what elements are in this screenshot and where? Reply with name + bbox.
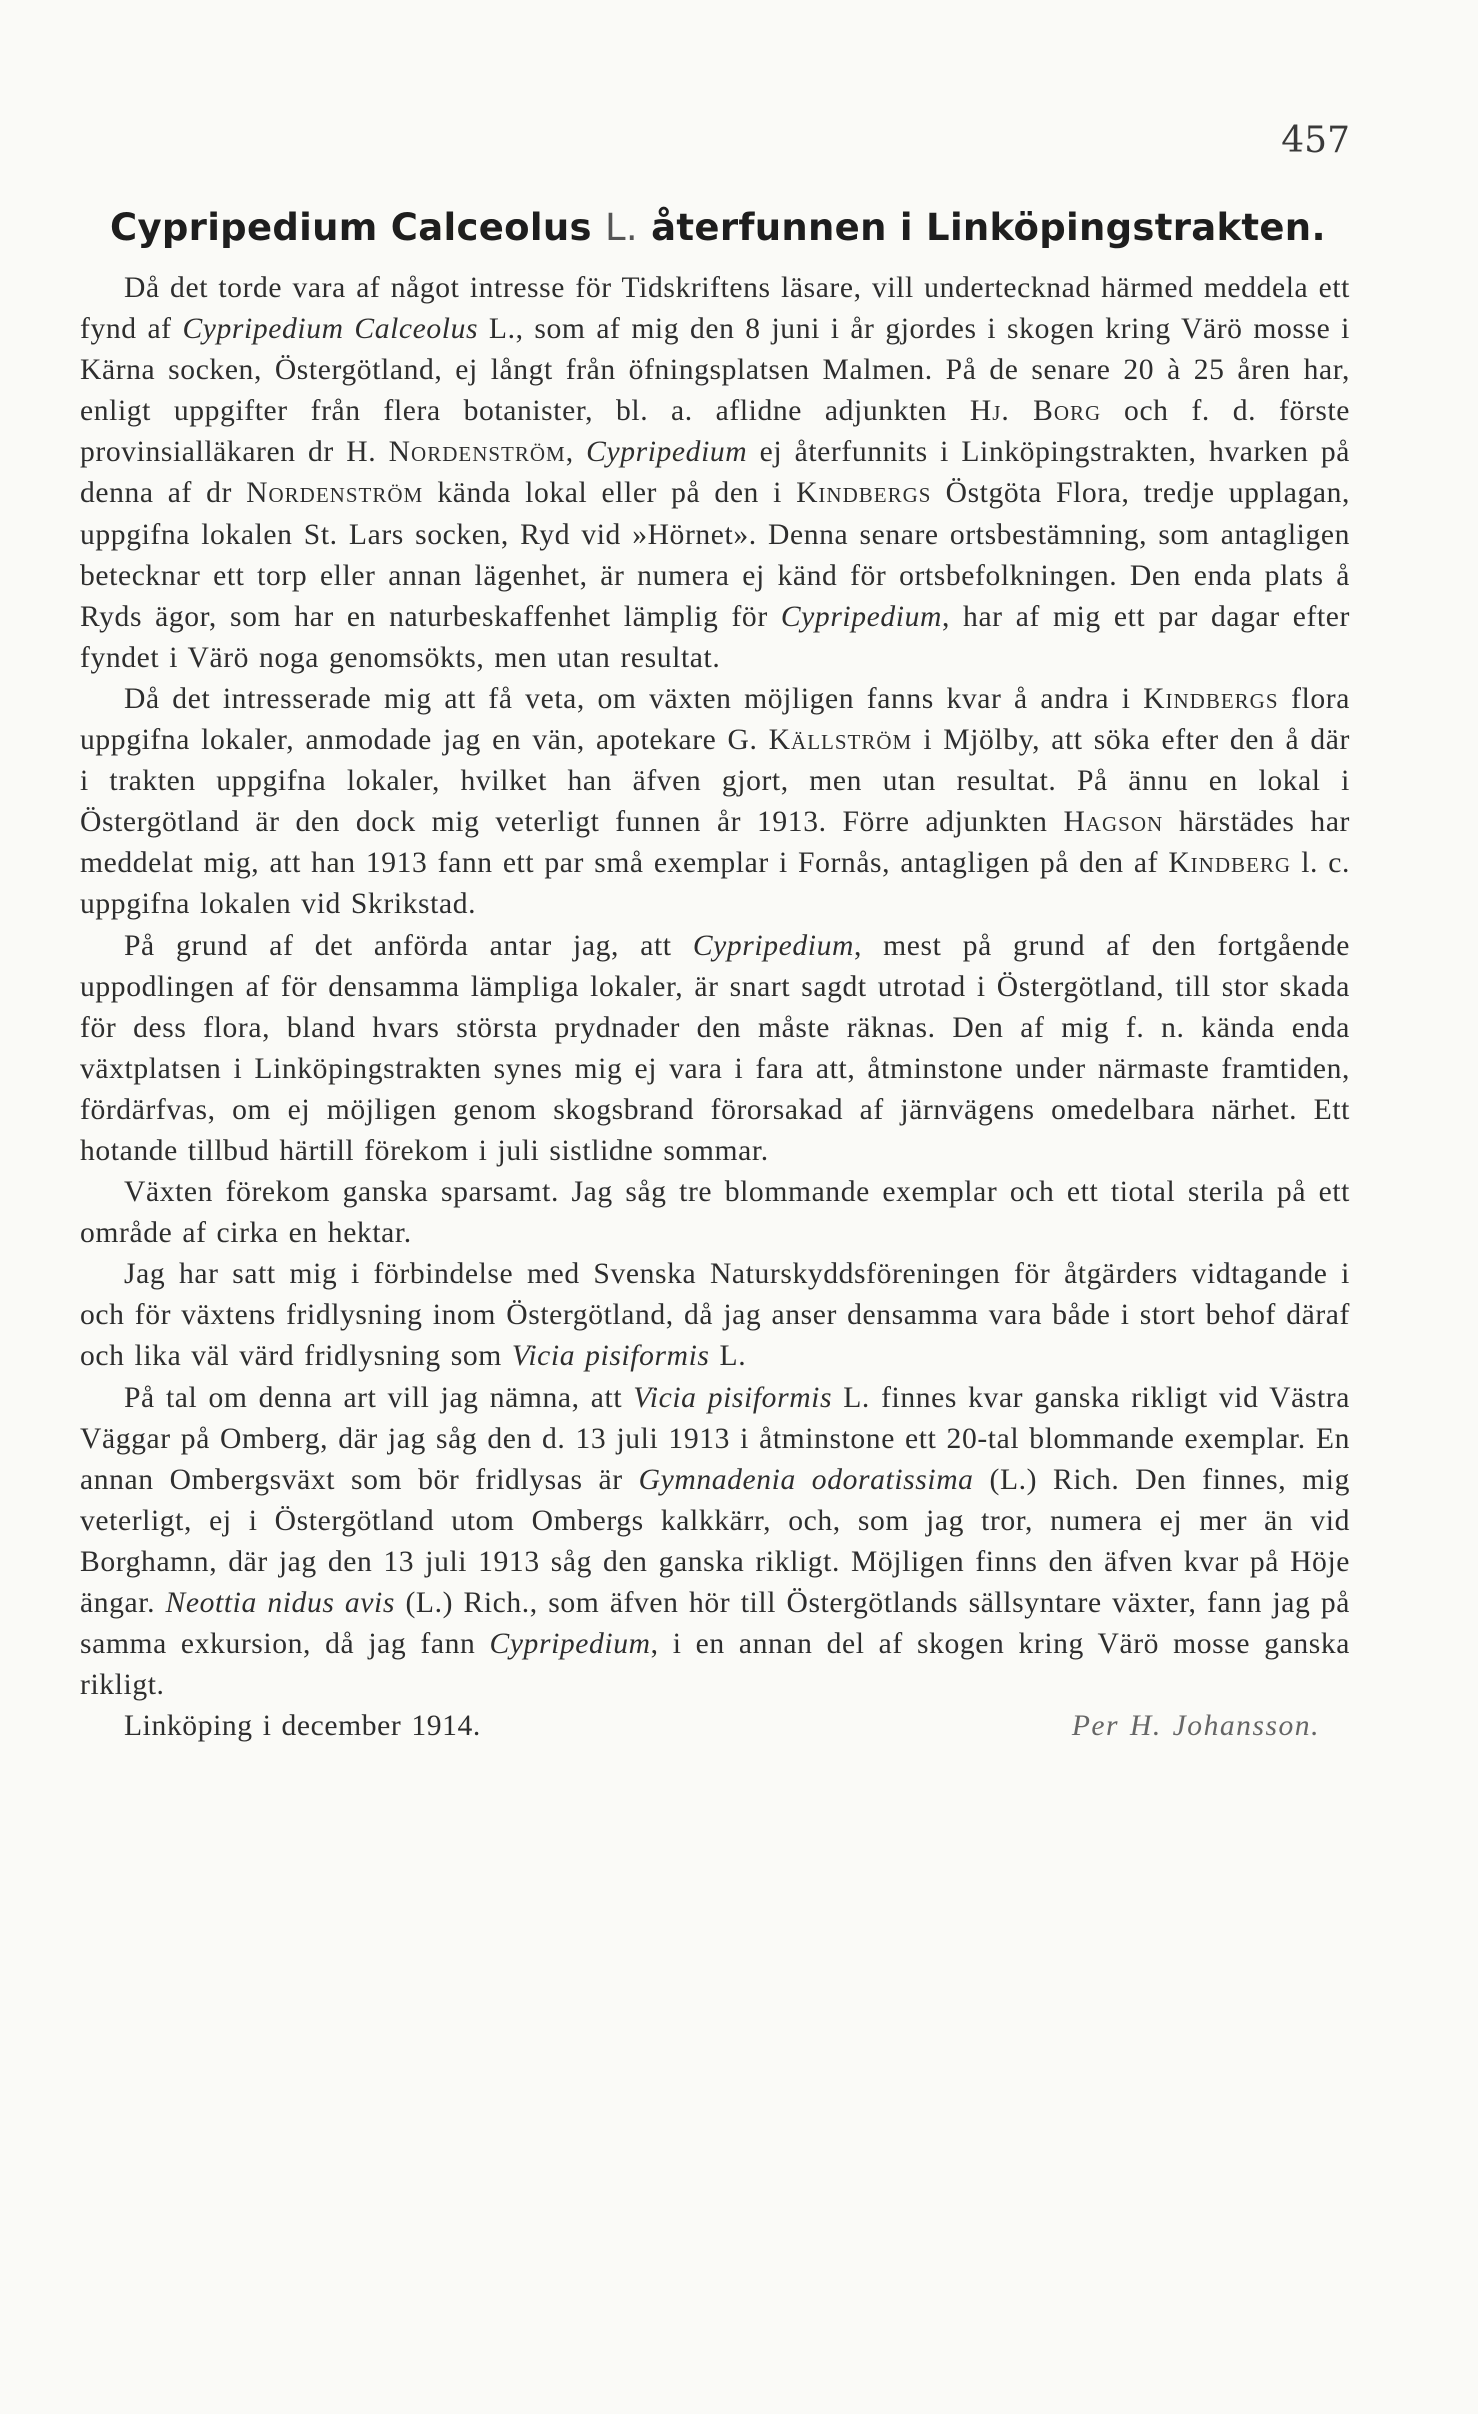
place-date: Linköping i december 1914. bbox=[124, 1710, 481, 1743]
text-run: och f. d. förste provinsialläkaren dr H. bbox=[80, 395, 1351, 469]
paragraph-5 bbox=[80, 1254, 1350, 1377]
text-run: flora uppgifna lokaler, anmodade jag en vän, apotekare G. bbox=[80, 682, 1350, 757]
species-name: Cypripedium Calceolus bbox=[182, 313, 479, 346]
text-run: , mest på grund af den fortgående uppodlingen af för densamma lämpliga lokaler, är snart sagdt utrotad i Östergötland, till stor skada för dess flora, bland hvars största prydnader den måste räknas. Den af mig f. n. kända enda växtplatsen i Linköpingstrakten synes mig ej vara i fara att, åtminstone under närmaste framtiden, fördärfvas, om ej möjligen genom skogsbrand förorsakad af järnvägens omedelbara närhet. Ett hotande tillbud härtill förekom i juli sistlidne sommar. bbox=[80, 929, 1350, 1167]
text-run: (L.) Rich., som äfven hör till Östergötlands sällsyntare växter, fann jag på samma exkursion, då jag fann bbox=[80, 1587, 1350, 1661]
species-name: Cypripedium bbox=[586, 436, 748, 469]
article-body bbox=[80, 268, 1350, 1747]
text-run: På grund af det anförda antar jag, att bbox=[124, 929, 693, 962]
text-run: , har af mig ett par dagar efter fyndet i Värö noga genomsökts, men utan resultat. bbox=[80, 600, 1350, 674]
signoff bbox=[80, 1706, 1350, 1747]
person-name: Hagson bbox=[1063, 806, 1164, 839]
page-number: 457 bbox=[1281, 120, 1350, 161]
paragraph-1 bbox=[80, 268, 1350, 679]
text-run: l. c. uppgifna lokalen vid Skrikstad. bbox=[80, 847, 1350, 921]
text-run: ej återfunnits i Linköpingstrakten, hvarken på denna af dr bbox=[80, 436, 1350, 510]
paragraph-2 bbox=[80, 679, 1350, 926]
text-run: härstädes har meddelat mig, att han 1913 fann ett par små exemplar i Fornås, antagligen på den af bbox=[80, 806, 1351, 880]
person-name: Källström bbox=[768, 724, 913, 757]
species-name: Neottia nidus avis bbox=[165, 1587, 395, 1619]
text-run: , bbox=[565, 436, 587, 469]
text-run: i Mjölby, att söka efter den å där i trakten uppgifna lokaler, hvilket han äfven gjort, men utan resultat. På ännu en lokal i Östergötland är den dock mig veterligt funnen år 1913. Förre adjunkten bbox=[80, 724, 1350, 839]
text-run: Då det intresserade mig att få veta, om växten möjligen fanns kvar å andra i bbox=[124, 682, 1144, 715]
person-name: Kindberg bbox=[1168, 847, 1292, 880]
species-name: Cypripedium bbox=[692, 929, 854, 962]
paragraph-3 bbox=[80, 926, 1350, 1173]
paragraph-6 bbox=[80, 1378, 1350, 1707]
paragraph-4 bbox=[80, 1172, 1350, 1254]
title-rest: återfunnen i Linköpingstrakten. bbox=[637, 206, 1326, 249]
text-run: , i en annan del af skogen kring Värö mosse ganska rikligt. bbox=[80, 1628, 1351, 1702]
author-signature: Per H. Johansson. bbox=[1071, 1710, 1320, 1743]
article-title bbox=[110, 206, 1326, 249]
text-run: På tal om denna art vill jag nämna, att bbox=[124, 1381, 634, 1414]
species-name: Vicia pisiformis bbox=[511, 1340, 710, 1373]
species-name: Gymnadenia odoratissima bbox=[638, 1463, 974, 1496]
person-name: Kindbergs bbox=[1143, 682, 1279, 715]
title-author-abbr: L. bbox=[605, 206, 638, 249]
person-name: Nordenström bbox=[388, 436, 566, 469]
text-run: Jag har satt mig i förbindelse med Svenska Naturskyddsföreningen för åtgärders vidtagande i och för växtens fridlysning inom Östergötland, då jag anser densamma vara både i stort behof däraf och lika väl värd fridlysning som bbox=[80, 1258, 1350, 1373]
text-run: L. finnes kvar ganska rikligt vid Västra Väggar på Omberg, där jag såg den d. 13 juli 1913 i åtminstone ett 20-tal blommande exemplar. En annan Ombergsväxt som bör fridlysas är bbox=[80, 1381, 1350, 1496]
text-run: kända lokal eller på den i bbox=[423, 477, 797, 510]
text-run: Östgöta Flora, tredje upplagan, uppgifna lokalen St. Lars socken, Ryd vid »Hörnet». Denna senare ortsbestämning, som antagligen betecknar ett torp eller annan lägenhet, är numera ej känd för ortsbefolkningen. Den enda plats å Ryds ägor, som har en naturbeskaffenhet lämplig för bbox=[80, 477, 1350, 633]
text-run: (L.) Rich. Den finnes, mig veterligt, ej i Östergötland utom Ombergs kalkkärr, och, som jag tror, numera ej mer än vid Borghamn, där jag den 13 juli 1913 såg den ganska rikligt. Möjligen finns den äfven kvar på Höje ängar. bbox=[80, 1463, 1350, 1619]
species-name: Cypripedium bbox=[780, 600, 942, 633]
text-run: L. bbox=[709, 1340, 747, 1373]
species-name: Vicia pisiformis bbox=[633, 1381, 833, 1414]
person-name: Hj. Borg bbox=[969, 395, 1102, 428]
text-run: L., som af mig den 8 juni i år gjordes i skogen kring Värö mosse i Kärna socken, Östergötland, ej långt från öfningsplatsen Malmen. På de senare 20 à 25 åren har, enligt uppgifter från flera botanister, bl. a. aflidne adjunkten bbox=[80, 313, 1350, 428]
text-run: Växten förekom ganska sparsamt. Jag såg tre blommande exemplar och ett tiotal sterila på ett område af cirka en hektar. bbox=[80, 1176, 1350, 1250]
title-species: Cypripedium Calceolus bbox=[110, 206, 605, 249]
person-name: Kindbergs bbox=[796, 477, 932, 510]
text-run: Då det torde vara af något intresse för Tidskriftens läsare, vill undertecknad härmed meddela ett fynd af bbox=[80, 272, 1350, 346]
species-name: Cypripedium bbox=[489, 1628, 651, 1661]
person-name: Nordenström bbox=[246, 477, 424, 510]
